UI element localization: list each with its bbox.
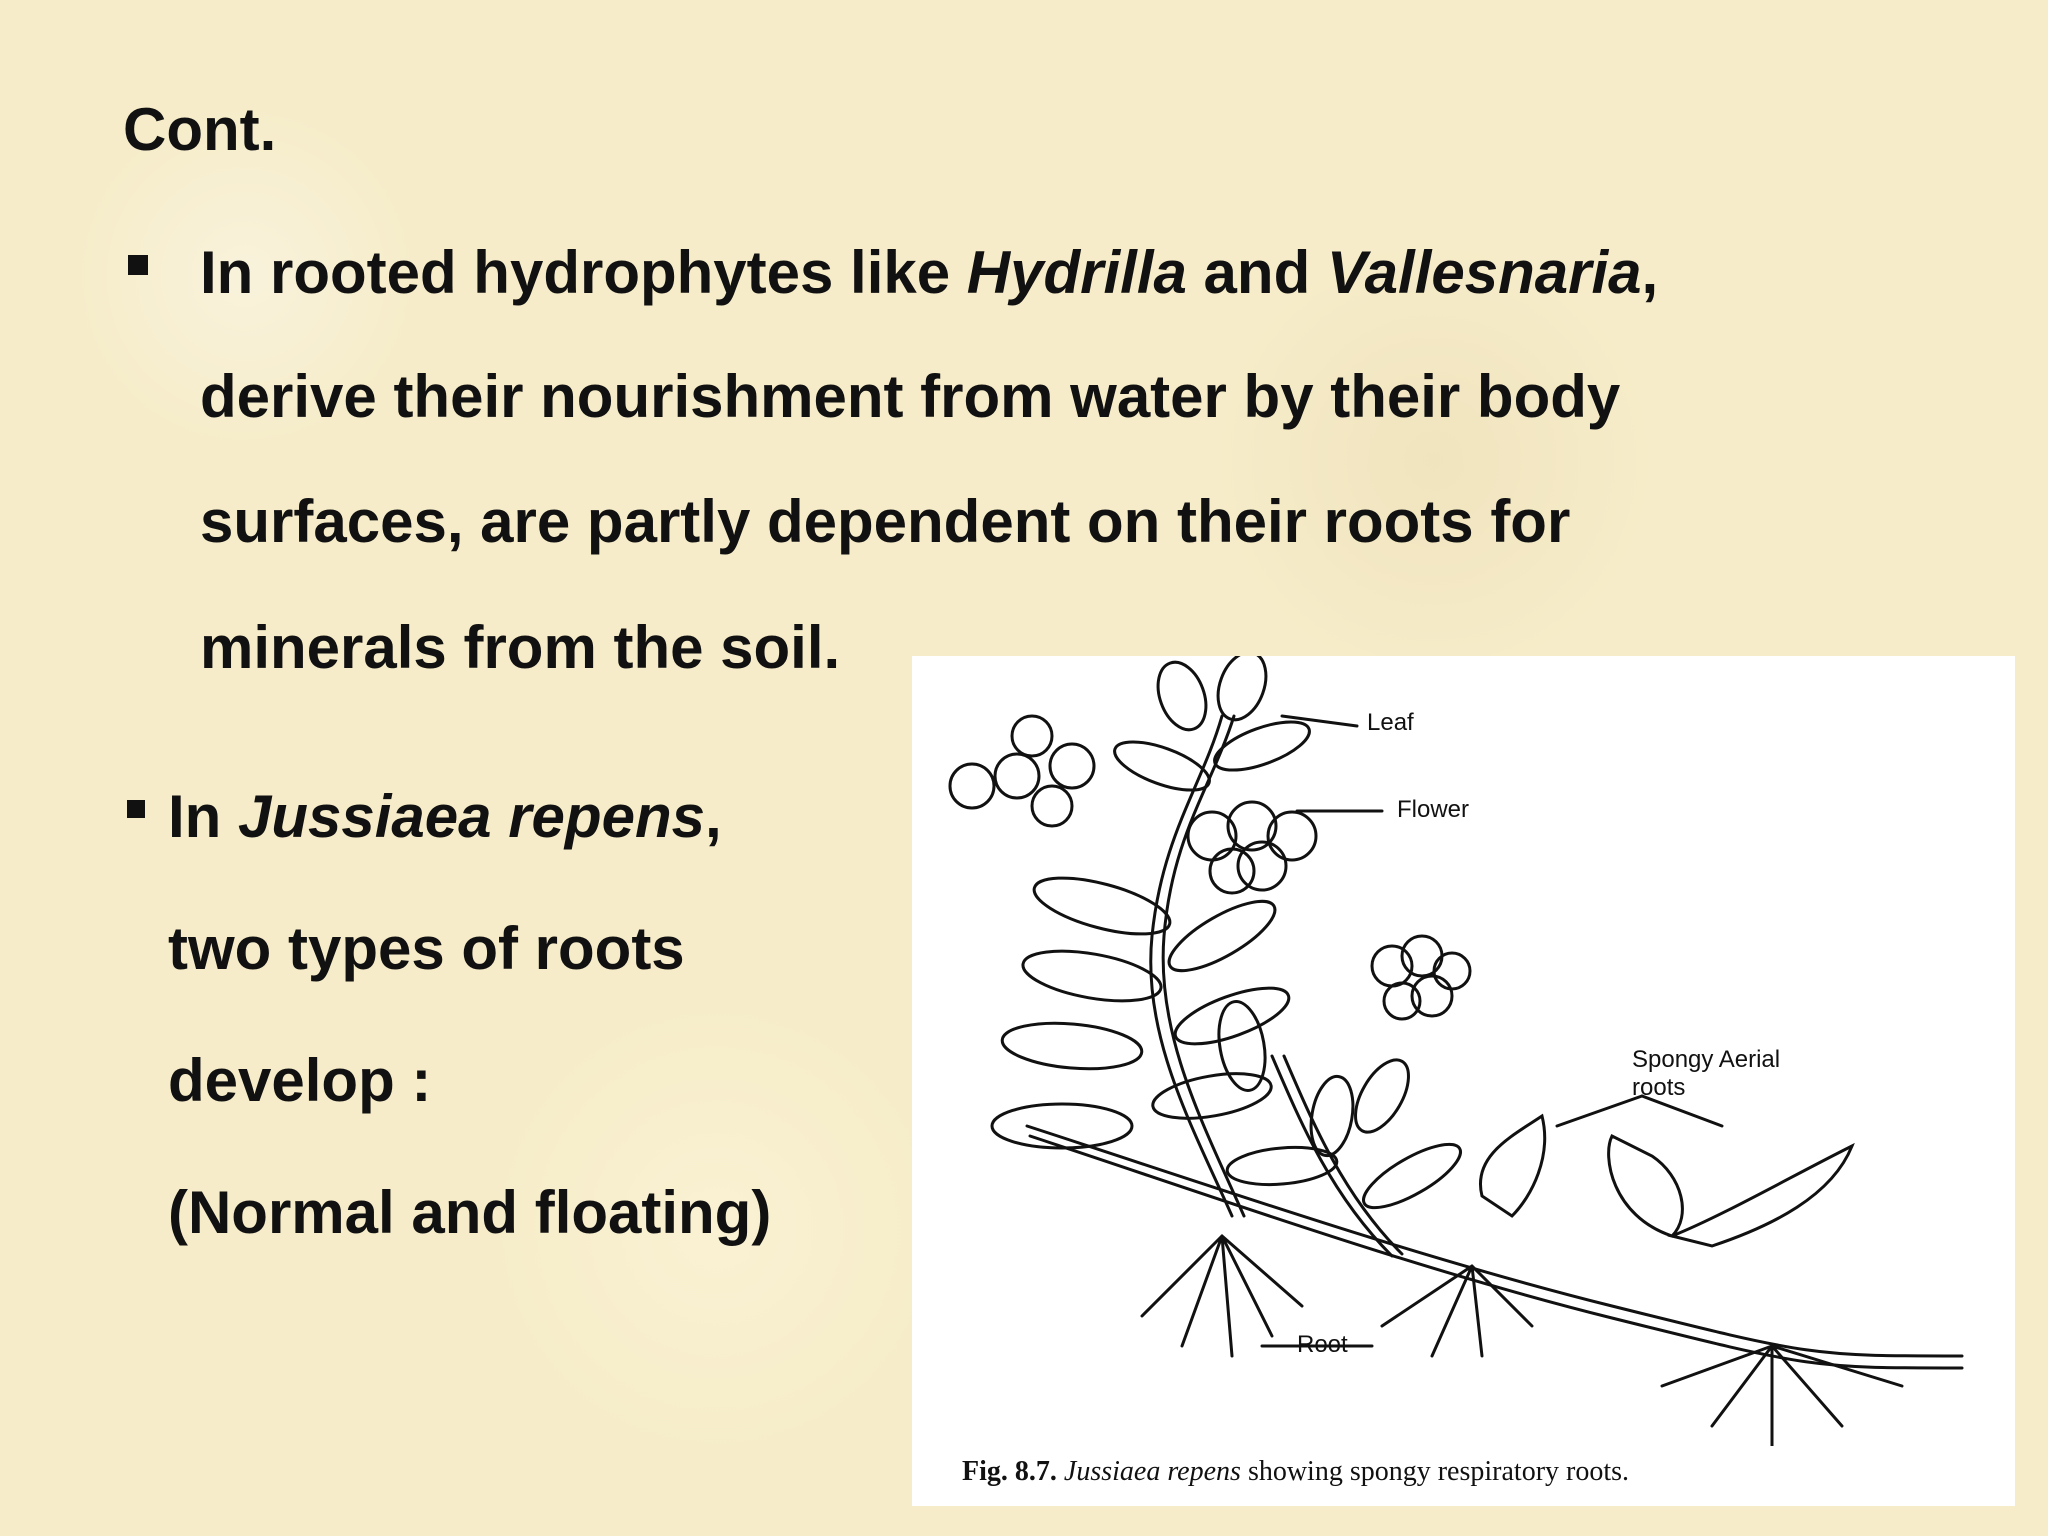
- bullet-2-line-1: [168, 782, 722, 851]
- bullet-1-line-4: minerals from the soil.: [200, 614, 841, 681]
- bullet-1-vallesnaria: Vallesnaria: [1326, 239, 1642, 306]
- label-roots: roots: [1632, 1074, 1686, 1101]
- caption-rest: showing spongy respiratory roots.: [1247, 1456, 1630, 1487]
- bullet-1-text-c: and: [1186, 239, 1327, 306]
- bullet-2-line-4: (Normal and floating): [168, 1179, 772, 1246]
- slide-title: Cont.: [123, 96, 277, 163]
- bullet-2-line-2: two types of roots: [168, 915, 685, 982]
- bullet-1-marker: [128, 255, 148, 275]
- bullet-1-line-2: derive their nourishment from water by their body: [200, 363, 1621, 430]
- bullet-1-line-3: surfaces, are partly dependent on their roots for: [200, 488, 1571, 555]
- figure-caption: [962, 1456, 1629, 1488]
- bullet-2-line-3: develop :: [168, 1047, 432, 1114]
- bullet-1-text-e: ,: [1641, 239, 1659, 306]
- bullet-1-text-a: In rooted hydrophytes like: [200, 239, 967, 306]
- caption-species: Jussiaea repens: [1063, 1456, 1241, 1487]
- jussiaea-illustration: [912, 656, 2015, 1446]
- label-root: Root: [1297, 1331, 1348, 1358]
- label-leaf: Leaf: [1367, 709, 1414, 736]
- caption-fig-number: Fig. 8.7.: [962, 1456, 1057, 1487]
- bullet-2-text-c: ,: [704, 783, 722, 850]
- bullet-2-text-a: In: [168, 783, 238, 850]
- bullet-2-species: Jussiaea repens: [238, 783, 705, 850]
- plant-figure: [912, 656, 2015, 1506]
- bullet-2-marker: [127, 800, 145, 818]
- label-flower: Flower: [1397, 796, 1470, 823]
- label-spongy-aerial: Spongy Aerial: [1632, 1046, 1781, 1073]
- bullet-1-hydrilla: Hydrilla: [966, 239, 1187, 306]
- bullet-1-line-1: [200, 238, 1658, 307]
